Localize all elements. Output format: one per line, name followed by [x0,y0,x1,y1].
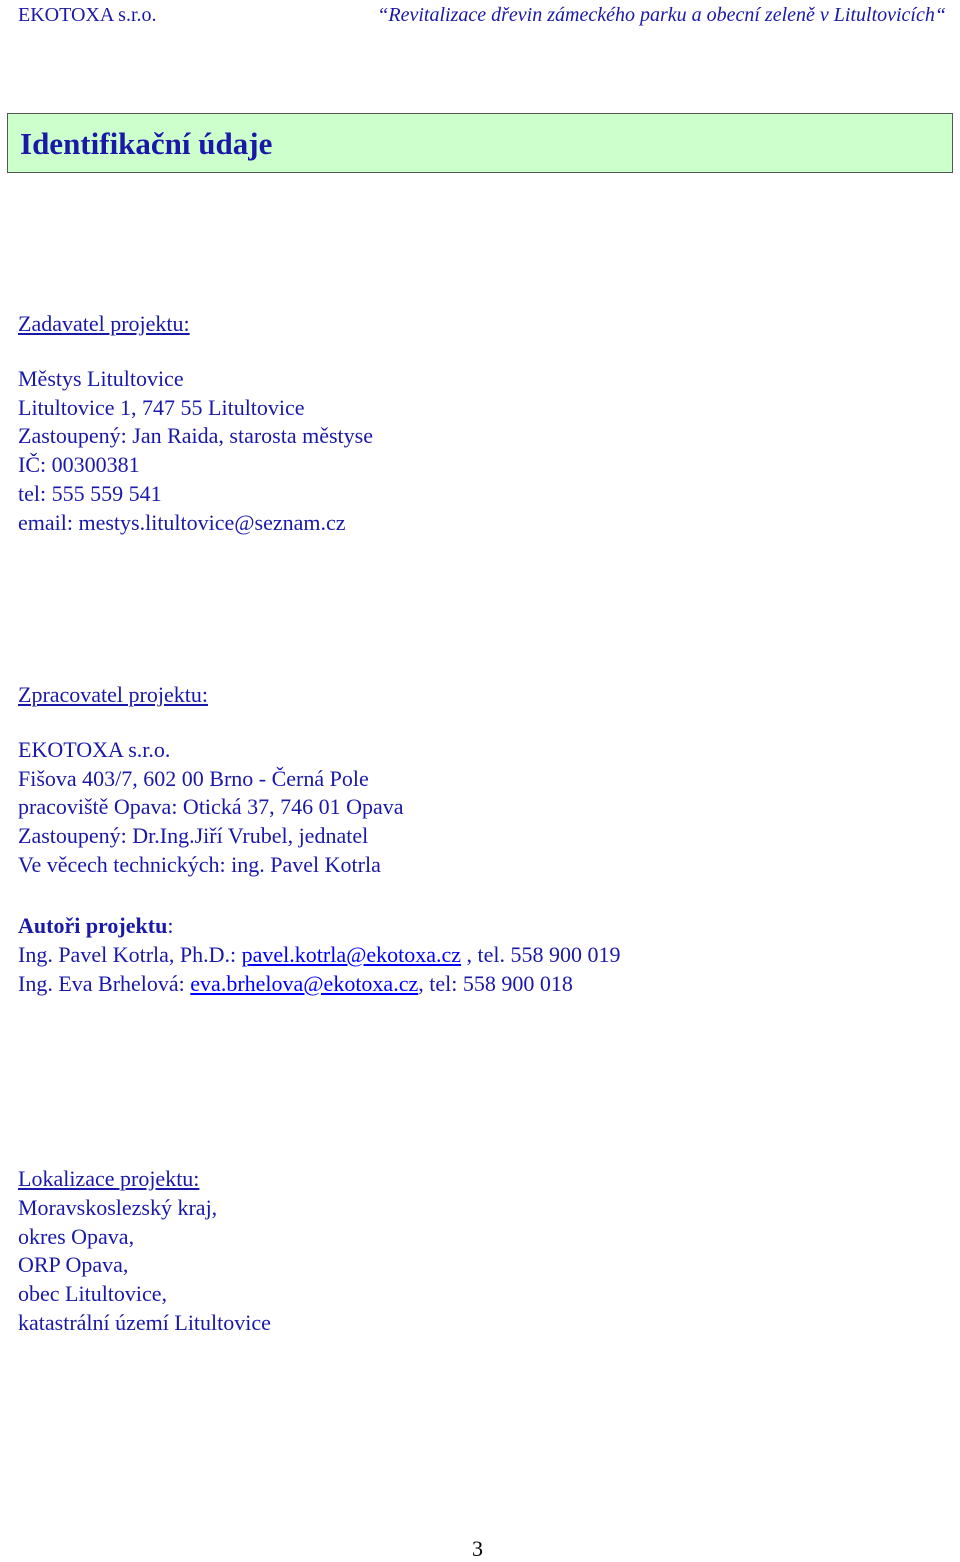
page-number: 3 [472,1536,483,1561]
page-title: Identifikační údaje [20,126,273,161]
lokalizace-heading: Lokalizace projektu: [18,1166,200,1191]
author-phone: , tel. 558 900 019 [461,941,621,967]
zpracovatel-heading: Zpracovatel projektu: [18,682,208,707]
autori-heading-colon: : [167,913,174,938]
author-email-link[interactable]: eva.brhelova@ekotoxa.cz [190,970,419,996]
zadavatel-line: email: mestys.litultovice@seznam.cz [18,509,346,535]
lokalizace-line: obec Litultovice, [18,1281,168,1307]
zpracovatel-line: Fišova 403/7, 602 00 Brno - Černá Pole [18,765,369,791]
zpracovatel-line: pracoviště Opava: Otická 37, 746 01 Opava [18,794,404,820]
zadavatel-section [18,310,373,538]
zadavatel-line: IČ: 00300381 [18,452,140,478]
lokalizace-line: Moravskoslezský kraj, [18,1194,218,1220]
author-line [18,941,621,970]
autori-section [18,912,621,998]
author-name: Ing. Eva Brhelová: [18,970,191,996]
zpracovatel-line: Ve věcech technických: ing. Pavel Kotrla [18,851,381,877]
header-project-title: “Revitalizace dřevin zámeckého parku a obecní zeleně v Litultovicích“ [377,4,946,26]
lokalizace-section [18,1165,271,1338]
zadavatel-line: Zastoupený: Jan Raida, starosta městyse [18,423,373,449]
zadavatel-line: Litultovice 1, 747 55 Litultovice [18,394,305,420]
author-name: Ing. Pavel Kotrla, Ph.D.: [18,941,242,967]
autori-heading: Autoři projektu [18,913,168,938]
author-email-link[interactable]: pavel.kotrla@ekotoxa.cz [241,941,462,967]
zpracovatel-line: EKOTOXA s.r.o. [18,736,171,762]
zadavatel-line: tel: 555 559 541 [18,480,162,506]
zadavatel-line: Městys Litultovice [18,365,184,391]
zpracovatel-section [18,681,404,880]
section-title-box [7,113,953,173]
author-phone: , tel: 558 900 018 [418,970,573,996]
lokalizace-line: okres Opava, [18,1223,135,1249]
header-company: EKOTOXA s.r.o. [18,4,157,26]
zpracovatel-line: Zastoupený: Dr.Ing.Jiří Vrubel, jednatel [18,823,369,849]
lokalizace-line: katastrální území Litultovice [18,1309,271,1335]
author-line [18,970,621,999]
zadavatel-heading: Zadavatel projektu: [18,311,190,336]
lokalizace-line: ORP Opava, [18,1252,129,1278]
